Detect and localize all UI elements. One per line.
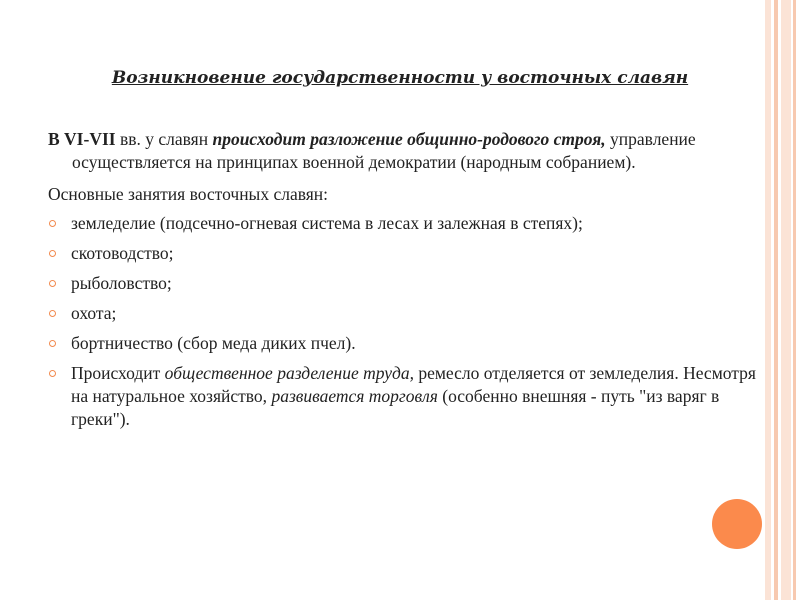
intro-text-2: управление осуществляется на принципах военной демократии (народным собранием). [72,129,696,172]
list-item-text: земледелие (подсечно-огневая система в лесах и залежная в степях); [71,213,583,233]
list-item [48,212,758,235]
intro-emphasis: происходит разложение общинно-родового строя, [212,129,606,149]
intro-lead: В VI-VII [48,129,116,149]
last-text-1: Происходит [71,363,165,383]
bullet-icon [49,220,56,227]
decor-stripe [774,0,778,600]
intro-paragraph [48,128,758,174]
decor-stripe [765,0,771,600]
bullet-icon [49,280,56,287]
last-text-3: (особенно внешняя - путь "из варяг в греки"). [71,386,720,429]
list-item [48,272,758,295]
bullet-icon [49,250,56,257]
decor-stripe [793,0,796,600]
list-item-text: рыболовство; [71,273,172,293]
list-item-text: скотоводство; [71,243,174,263]
occupations-heading: Основные занятия восточных славян: [48,184,329,204]
list-item-text: бортничество (сбор меда диких пчел). [71,333,356,353]
list-item-trade [48,362,758,431]
last-text-2: ремесло отделяется от земледелия. Несмотря на натуральное хозяйство, [71,363,756,406]
last-emphasis-1: общественное разделение труда, [164,363,414,383]
list-item [48,242,758,265]
intro-text-1: вв. у славян [115,129,213,149]
last-emphasis-2: развивается торговля [271,386,438,406]
slide-content [48,128,758,438]
bullet-icon [49,370,56,377]
decor-stripe [781,0,791,600]
bullet-icon [49,340,56,347]
list-item-text: охота; [71,303,117,323]
list-item [48,302,758,325]
bullet-icon [49,310,56,317]
list-item [48,332,758,355]
decor-circle [712,499,762,549]
slide-title: Возникновение государственности у восточных славян [111,68,689,88]
